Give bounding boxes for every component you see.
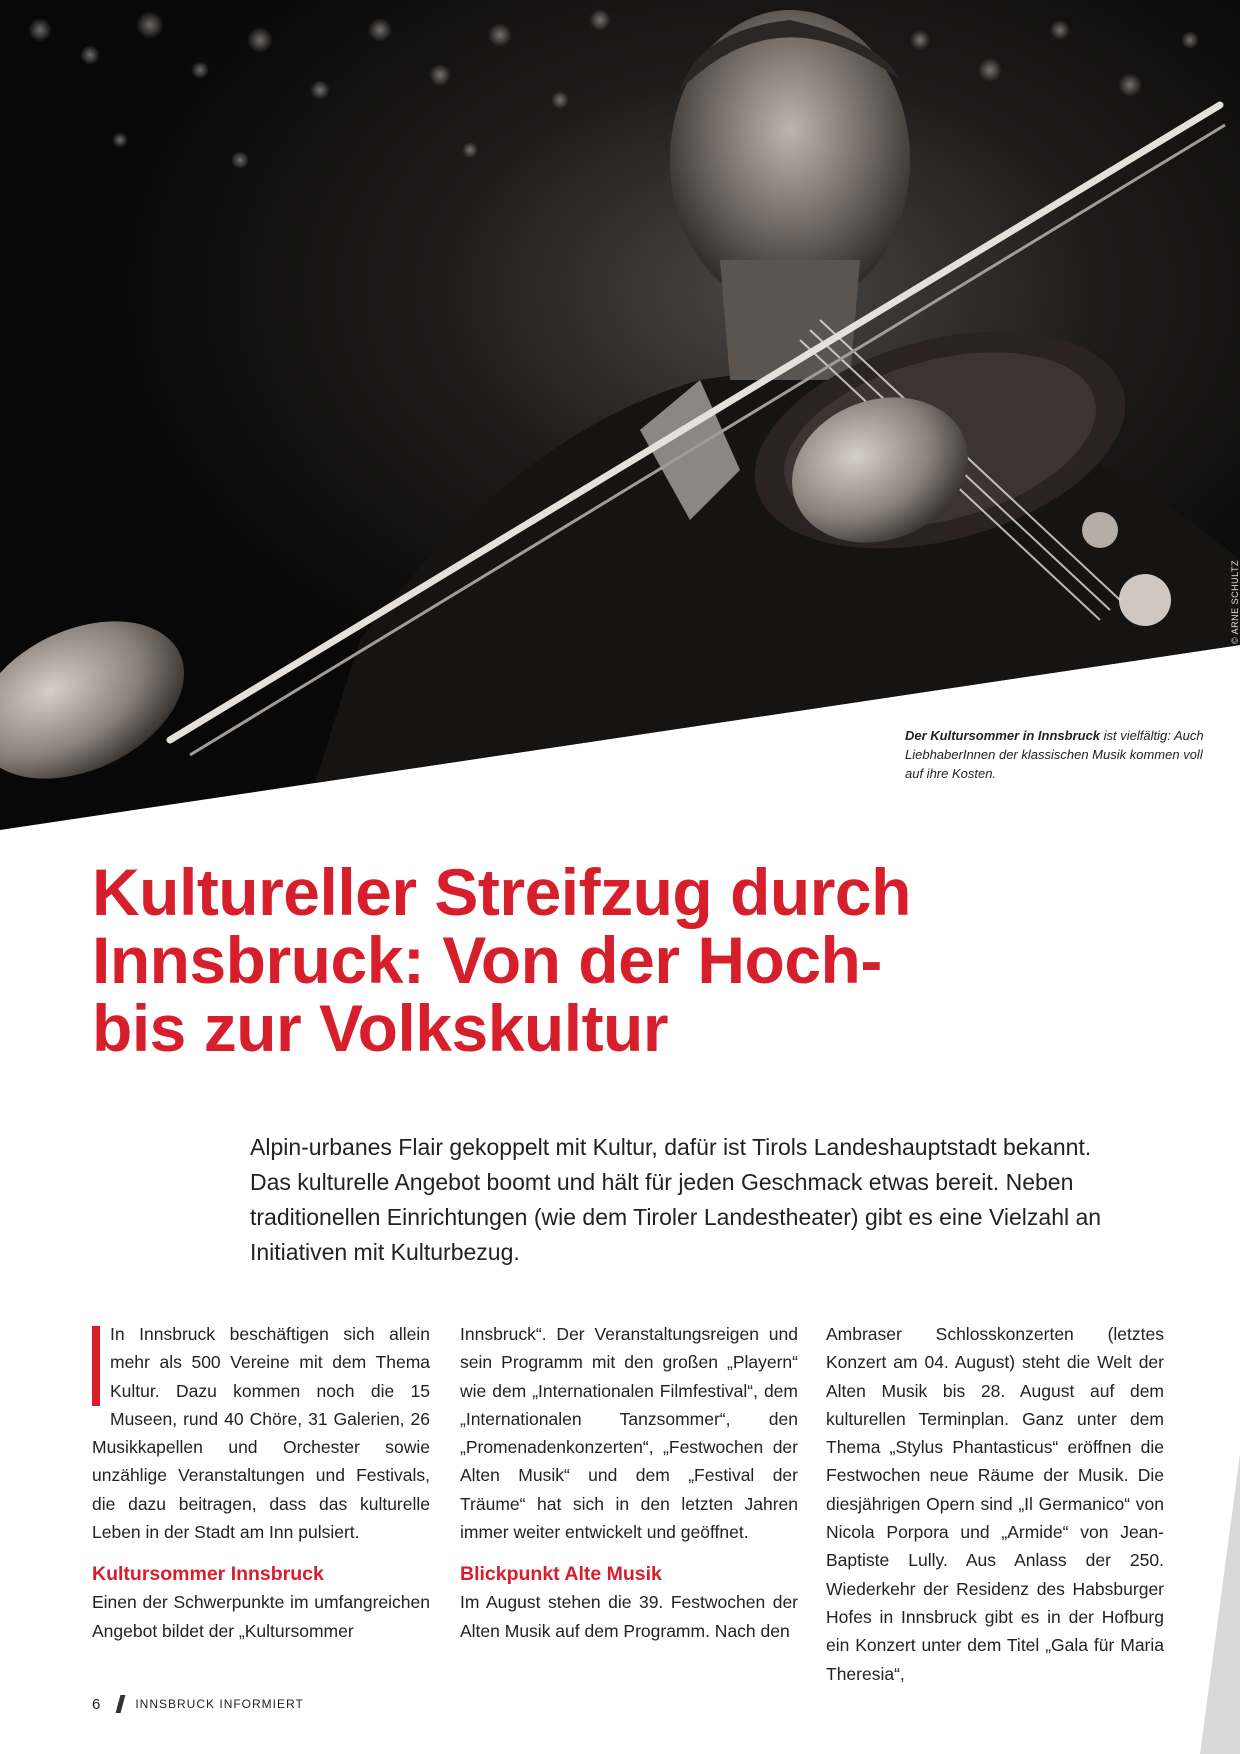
column-3-paragraph-1: Ambraser Schlosskonzerten (letztes Konzert am 04. August) steht die Welt der Alten Musik bis 28. August auf dem kulturellen Terminplan. Ganz unter dem Thema „Stylus Phantasticus“ eröffnen die Festwochen neue Räume der Musik. Die diesjährigen Opern sind „Il Germanico“ von Nicola Porpora und „Armide“ von Jean-Baptiste Lully. Aus Anlass der 250. Wiederkehr der Residenz des Habsburger Hofes in Innsbruck gibt es in der Hofburg ein Konzert unter dem Titel „Gala für Maria Theresia“, bbox=[826, 1324, 1164, 1684]
column-2-paragraph-2: Im August stehen die 39. Festwochen der Alten Musik auf dem Programm. Nach den bbox=[460, 1592, 798, 1641]
page-footer bbox=[92, 1695, 304, 1713]
photo-caption bbox=[905, 726, 1205, 783]
article-headline bbox=[92, 855, 1092, 1065]
column-1-paragraph-1: In Innsbruck beschäftigen sich allein mehr als 500 Vereine mit dem Thema Kultur. Dazu kommen noch die 15 Museen, rund 40 Chöre, 31 Galerien, 26 Musikkapellen und Orchester sowie unzählige Veranstaltungen und Festivals, die dazu beitragen, dass das kulturelle Leben in der Stadt am Inn pulsiert. bbox=[92, 1324, 430, 1543]
article-lead: Alpin-urbanes Flair gekoppelt mit Kultur, dafür ist Tirols Landeshauptstadt bekannt. Das kulturelle Angebot boomt und hält für jeden Geschmack etwas bereit. Neben traditionellen Einrichtungen (wie dem Tiroler Landestheater) gibt es eine Vielzahl an Initiativen mit Kulturbezug. bbox=[250, 1134, 1102, 1265]
headline-line-3: bis zur Volkskultur bbox=[92, 991, 669, 1065]
column-1-paragraph-2: Einen der Schwerpunkte im umfangreichen Angebot bildet der „Kultursommer bbox=[92, 1592, 430, 1641]
corner-decoration bbox=[1180, 1454, 1240, 1754]
article-column-3 bbox=[826, 1320, 1164, 1688]
page-number: 6 bbox=[92, 1695, 101, 1713]
subhead-kultursommer: Kultursommer Innsbruck bbox=[92, 1563, 324, 1586]
footer-divider bbox=[116, 1695, 126, 1713]
photo-credit: © ARNE SCHULTZ bbox=[1230, 560, 1240, 644]
caption-bold: Der Kultursommer in Innsbruck bbox=[905, 728, 1101, 743]
caption-text: ist vielfältig: Auch LiebhaberInnen der klassischen Musik kommen voll auf ihre Kosten. bbox=[905, 728, 1204, 781]
article-column-2 bbox=[460, 1320, 798, 1645]
dropcap-bar bbox=[92, 1326, 100, 1406]
headline-line-2: Innsbruck: Von der Hoch- bbox=[92, 923, 882, 997]
violinist-photo bbox=[0, 0, 1240, 830]
article-column-1 bbox=[92, 1320, 430, 1645]
headline-line-1: Kultureller Streifzug durch bbox=[92, 855, 911, 929]
subhead-alte-musik: Blickpunkt Alte Musik bbox=[460, 1563, 662, 1586]
magazine-name: INNSBRUCK INFORMIERT bbox=[135, 1697, 304, 1711]
column-2-paragraph-1: Innsbruck“. Der Veranstaltungsreigen und sein Programm mit den großen „Playern“ wie dem „Internationalen Filmfestival“, dem „Internationalen Tanzsommer“, den „Promenadenkonzerten“, „Festwochen der Alten Musik“ und dem „Festival der Träume“ hat sich in den letzten Jahren immer weiter entwickelt und geöffnet. bbox=[460, 1324, 798, 1543]
hero-photo bbox=[0, 0, 1240, 830]
